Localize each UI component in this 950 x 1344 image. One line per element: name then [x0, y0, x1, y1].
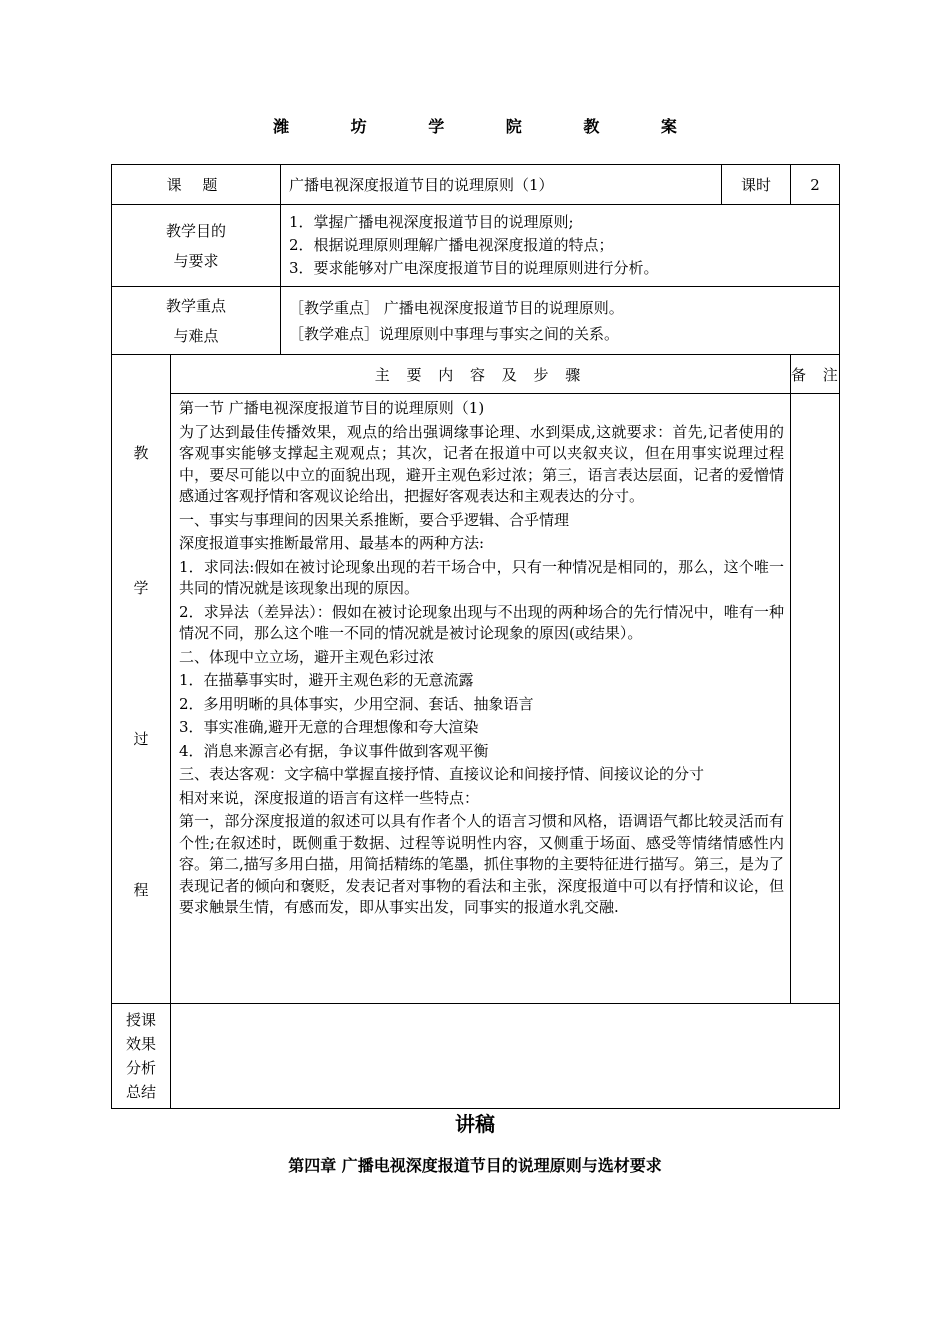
summary-cell — [171, 1004, 840, 1109]
summary-label-line: 总结 — [125, 1083, 156, 1101]
goals-label-line1: 教学目的 — [165, 221, 226, 240]
content-header — [171, 355, 791, 394]
remark-cell — [791, 394, 840, 1004]
keys-label-line2: 与难点 — [173, 326, 219, 345]
process-side-char: 教 — [133, 443, 149, 462]
summary-label-line: 授课 — [125, 1011, 156, 1029]
summary-label — [112, 1004, 171, 1109]
content-header-text: 主 要 内 容 及 步 骤 — [374, 365, 587, 384]
goal-item: 2．根据说理原则理解广播电视深度报道的特点； — [289, 236, 614, 254]
hours-label: 课时 — [722, 165, 791, 205]
topic-value: 广播电视深度报道节目的说理原则（1） — [281, 165, 722, 205]
topic-label — [112, 165, 281, 205]
content-paragraph: 深度报道事实推断最常用、最基本的两种方法: — [179, 534, 485, 552]
summary-row — [112, 1004, 840, 1109]
content-paragraph: 为了达到最佳传播效果，观点的给出强调缘事论理、水到渠成,这就要求：首先,记者使用的客观事实能够支撑起主观观点；其次，记者在报道中可以夹叙夹议，但在用事实说理过程中，要尽可能以中立的面貌出现，避开主观色彩过浓；第三，语言表达层面，记者的爱憎情感通过客观抒情和客观议论给出，把握好客观表达和主观表达的分寸。 — [179, 422, 784, 505]
key-point: ［教学重点］ 广播电视深度报道节目的说理原则。 — [289, 298, 624, 317]
content-paragraph: 第一，部分深度报道的叙述可以具有作者个人的语言习惯和风格，语调语气都比较灵活而有个性;在叙述时，既侧重于数据、过程等说明性内容，又侧重于场面、感受等情绪情感性内容。第二,描写多用白描，用简括精练的笔墨，抓住事物的主要特征进行描写。第三，是为了表现记者的倾向和褒贬，发表记者对事物的看法和主张，深度报道中可以有抒情和议论，但要求触景生情，有感而发，即从事实出发，同事实的报道水乳交融. — [179, 812, 784, 916]
goal-item: 1．掌握广播电视深度报道节目的说理原则; — [289, 213, 574, 231]
difficult-point: ［教学难点］说理原则中事理与事实之间的关系。 — [289, 324, 620, 343]
process-side-label — [112, 355, 171, 1004]
content-paragraph: 2．多用明晰的具体事实，少用空洞、套话、抽象语言 — [179, 694, 534, 713]
remark-header — [791, 355, 844, 394]
remark-header-text: 备 注 — [791, 365, 844, 384]
topic-row — [112, 165, 840, 205]
topic-label-text: 课 题 — [166, 176, 226, 194]
process-side-char: 学 — [133, 578, 149, 597]
content-paragraph: 相对来说，深度报道的语言有这样一些特点： — [179, 788, 480, 807]
content-paragraph: 3．事实准确,避开无意的合理想像和夸大渲染 — [179, 718, 479, 736]
section-title: 第一节 广播电视深度报道节目的说理原则（1) — [179, 399, 485, 417]
keys-row — [112, 287, 840, 355]
goals-label — [112, 205, 281, 287]
summary-label-line: 效果 — [125, 1035, 156, 1053]
process-side-char: 过 — [133, 729, 149, 748]
goals-content — [281, 205, 840, 287]
goals-row — [112, 205, 840, 287]
lesson-plan-table — [111, 164, 844, 1109]
keys-label — [112, 287, 281, 355]
content-paragraph: 一、事实与事理间的因果关系推断，要合乎逻辑、合乎情理 — [179, 510, 570, 529]
content-paragraph: 三、表达客观：文字稿中掌握直接抒情、直接议论和间接抒情、间接议论的分寸 — [179, 765, 705, 783]
keys-content — [281, 287, 840, 355]
document-title: 潍 坊 学 院 教 案 — [273, 117, 705, 136]
summary-label-line: 分析 — [125, 1059, 156, 1077]
content-paragraph: 二、体现中立立场，避开主观色彩过浓 — [179, 647, 435, 666]
process-header-row — [112, 355, 840, 394]
content-paragraph: 1．在描摹事实时，避开主观色彩的无意流露 — [179, 671, 474, 689]
keys-label-line1: 教学重点 — [165, 296, 226, 315]
process-content-row — [112, 394, 840, 1004]
goal-item: 3．要求能够对广电深度报道节目的说理原则进行分析。 — [289, 259, 659, 277]
process-side-char: 程 — [133, 880, 149, 899]
chapter-title: 第四章 广播电视深度报道节目的说理原则与选材要求 — [288, 1156, 662, 1175]
process-content — [171, 394, 791, 1004]
content-paragraph: 2．求异法（差异法）：假如在被讨论现象出现与不出现的两种场合的先行情况中，唯有一种情况不同，那么这个唯一不同的情况就是被讨论现象的原因(或结果）。 — [179, 602, 784, 642]
content-paragraph: 1．求同法:假如在被讨论现象出现的若干场合中，只有一种情况是相同的，那么，这个唯一共同的情况就是该现象出现的原因。 — [179, 557, 784, 597]
hours-value: 2 — [791, 165, 840, 205]
goals-label-line2: 与要求 — [173, 251, 219, 270]
content-paragraph: 4．消息来源言必有据，争议事件做到客观平衡 — [179, 741, 489, 760]
lecture-notes-heading: 讲稿 — [455, 1112, 495, 1136]
